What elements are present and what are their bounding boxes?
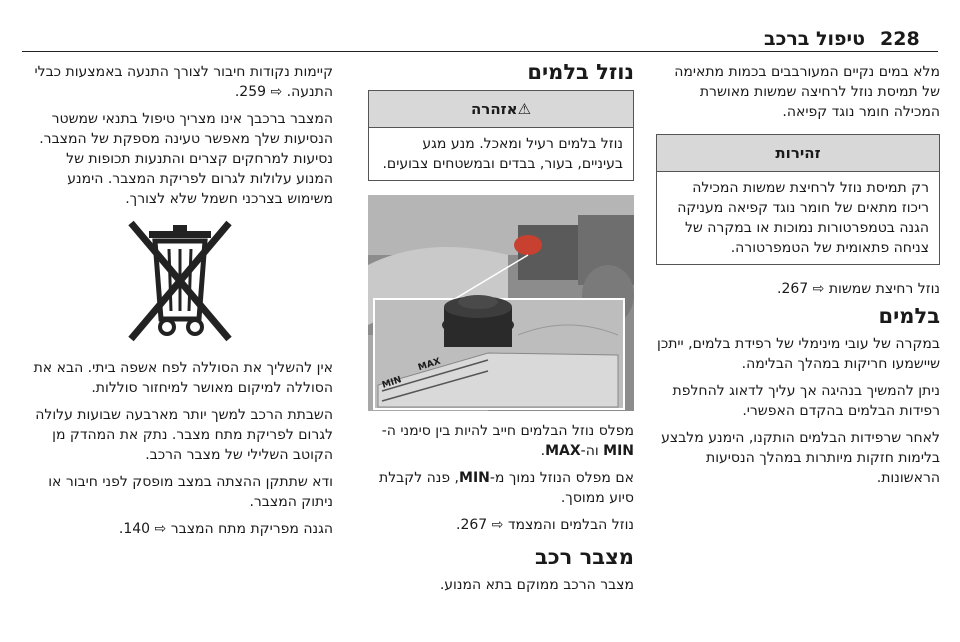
caution-body: רק תמיסת נוזל לרחיצת שמשות המכילה ריכוז מתאים של חומר נוגד קפיאה מעניקה הגנה בטמפרטורות נמוכות או במקרה של צניחה פתאומית של הטמפרטורה. [677,180,929,256]
page-reference[interactable]: ⇨ 140. [118,521,167,537]
reference-page-number: 267 [781,281,809,297]
engine-bay-illustration [368,195,634,411]
warning-notice [368,90,634,181]
intro-paragraph: מלא במים נקיים המעורבבים בכמות מתאימה של תמיסת נוזל לרחיצה שמשות מאושרת המכילה חומר נוגד קפיאה. [674,64,940,120]
crossed-out-bin-icon [125,219,235,344]
brake-fluid-reservoir-photo [368,195,634,411]
arrow-ref-icon: ⇨ [812,281,825,297]
section-title-brakes: בלמים [878,304,940,328]
reference-text: נוזל רחיצת שמשות [828,281,940,297]
section-title-brake-fluid: נוזל בלמים [527,60,634,84]
ignition-off-paragraph: ודא שתתקן ההצתה במצב מופסק לפני חיבור או ניתוק המצבר. [48,474,333,510]
jump-start-paragraph: קיימות נקודות חיבור לצורך התנעה באמצעות כבלי התנעה. ⇨ 259. [34,64,333,100]
page-reference[interactable]: ⇨ 267. [776,281,825,297]
reference-text: נוזל הבלמים והמצמד [507,517,634,533]
min-label: MIN [459,470,490,486]
page-header-title: טיפול ברכב [764,28,866,50]
warning-body: נוזל בלמים רעיל ומאכל. מנע מגע בעיניים, בעור, בבדים ובמשטחים צבועים. [382,136,623,172]
arrow-ref-icon: ⇨ [491,517,504,533]
reference-page-number: 140 [123,521,151,537]
arrow-ref-icon: ⇨ [270,84,283,100]
washer-fluid-reference [656,279,940,299]
brakes-paragraph-2: ניתן להמשיך בנהיגה אך עליך לדאוג להחלפת רפידות הבלמים בהקדם האפשרי. [672,383,940,419]
battery-storage-paragraph: השבתת הרכב למשך יותר מארבעה שבועות עלולה לגרום לפריקת מתח מצבר. נתק את המהדק מן הקוטב השלילי של מצבר הרכב. [35,407,333,463]
reference-page-number: 267 [460,517,488,533]
arrow-ref-icon: ⇨ [154,521,167,537]
max-label: MAX [545,443,581,459]
brake-fluid-reference [368,515,634,535]
battery-location-paragraph: מצבר הרכב ממוקם בתא המנוע. [439,577,634,593]
min-label: MIN [603,443,634,459]
left-column [27,62,333,546]
page-number: 228 [880,28,920,50]
brake-fluid-low-paragraph: אם מפלס הנוזל נמוך מ-MIN, פנה לקבלת סיוע ממוסך. [379,470,634,506]
battery-disposal-paragraph: אין להשליך את הסוללה לפח אשפה ביתי. הבא את הסוללה למיקום מאושר למיחזור סוללות. [33,360,333,396]
brakes-paragraph-1: במקרה של עובי מינימלי של רפידת בלמים, ייתכן שיישמעו חריקות במהלך הבלימה. [657,336,940,372]
middle-column [368,62,634,602]
warning-heading: ⚠אזהרה [369,91,633,128]
caution-heading: זהירות [657,135,939,172]
reference-page-number: 259 [239,84,267,100]
battery-discharge-reference [27,519,333,539]
section-title-battery: מצבר רכב [534,545,634,569]
header-rule [22,51,938,52]
max-mark-label: MAX [417,356,442,374]
page-reference[interactable]: ⇨ 259. [234,84,283,100]
page-reference[interactable]: ⇨ 267. [455,517,504,533]
right-column [656,62,940,495]
min-mark-label: MIN [380,375,403,391]
warning-triangle-icon: ⚠ [517,100,532,118]
battery-maintenance-paragraph: המצבר ברכבך אינו מצריך טיפול בתנאי שמשטר הנסיעות שלך מאפשר טעינה מספקת של המצבר. נסיעות למרחקים קצרים והתנעות תכופות של המנוע עלולות לגרום לפריקת המצבר. הימנע משימוש בצרכני חשמל שלא לצורך. [39,111,333,207]
brake-fluid-level-paragraph: מפלס נוזל הבלמים חייב להיות בין סימני ה-MIN וה-MAX. [381,423,634,459]
brakes-paragraph-3: לאחר שרפידות הבלמים הותקנו, הימנע מלבצע בלימות חזקות מיותרות במהלך הנסיעות הראשונות. [661,430,940,486]
reference-text: הגנה מפריקת מתח המצבר [170,521,333,537]
caution-notice [656,134,940,265]
